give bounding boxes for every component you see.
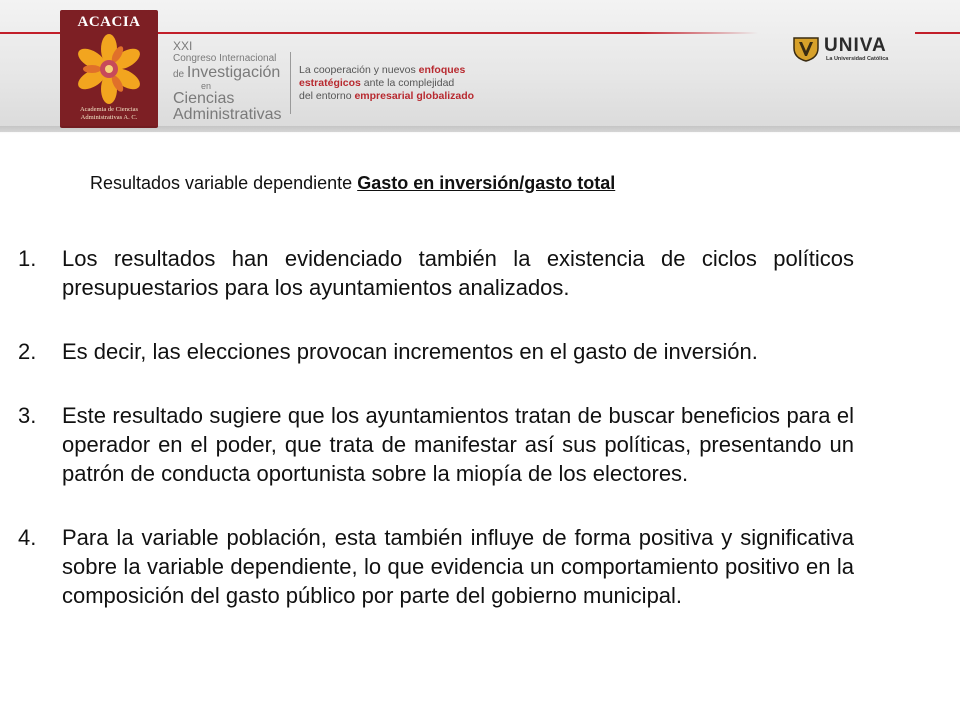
list-item-number: 1. [18,246,37,271]
list-item [18,337,854,366]
list-item-text: Este resultado sugiere que los ayuntamientos tratan de buscar beneficios para el operador en el poder, que trata de manifestar así sus políticas, presentando un patrón de conducta oportunista sobre la miopía de los electores. [62,403,854,486]
congreso-motto: La cooperación y nuevos enfoques estratégicos ante la complejidad del entorno empresarial globalizado [299,64,475,102]
acacia-logo [60,10,158,128]
acacia-flower-icon [69,32,149,104]
list-item [18,244,854,302]
acacia-logo-subtitle: Academia de Ciencias Administrativas A. C. [79,106,139,121]
banner-shadow [0,126,960,134]
header-banner [0,0,960,132]
congreso-title: XXI Congreso Internacional de Investigación en Ciencias Administrativas [173,39,282,123]
results-list [18,244,854,610]
univa-logo [792,36,910,66]
list-item-text: Los resultados han evidenciado también la existencia de ciclos políticos presupuestarios para los ayuntamientos analizados. [62,246,854,300]
accent-line-middle [158,32,758,34]
list-item-number: 4. [18,525,37,550]
slide-subtitle: Resultados variable dependiente Gasto en inversión/gasto total [90,173,616,193]
list-item [18,523,854,610]
univa-name: UNIVA [824,35,887,56]
subtitle-emphasis: Gasto en inversión/gasto total [357,173,616,193]
accent-line-right [915,32,960,34]
accent-line-left [0,32,60,34]
acacia-logo-title: ACACIA [77,14,141,30]
list-item-number: 3. [18,403,37,428]
list-item-text: Es decir, las elecciones provocan incrementos en el gasto de inversión. [62,339,758,364]
list-item-text: Para la variable población, esta también influye de forma positiva y significativa sobre la variable dependiente, lo que evidencia un comportamiento positivo en la composición del gasto público por parte del gobierno municipal. [62,525,854,608]
header-divider [290,52,291,114]
list-item-number: 2. [18,339,37,364]
univa-shield-icon [792,36,820,62]
univa-tagline: La Universidad Católica [826,56,889,62]
list-item [18,401,854,488]
